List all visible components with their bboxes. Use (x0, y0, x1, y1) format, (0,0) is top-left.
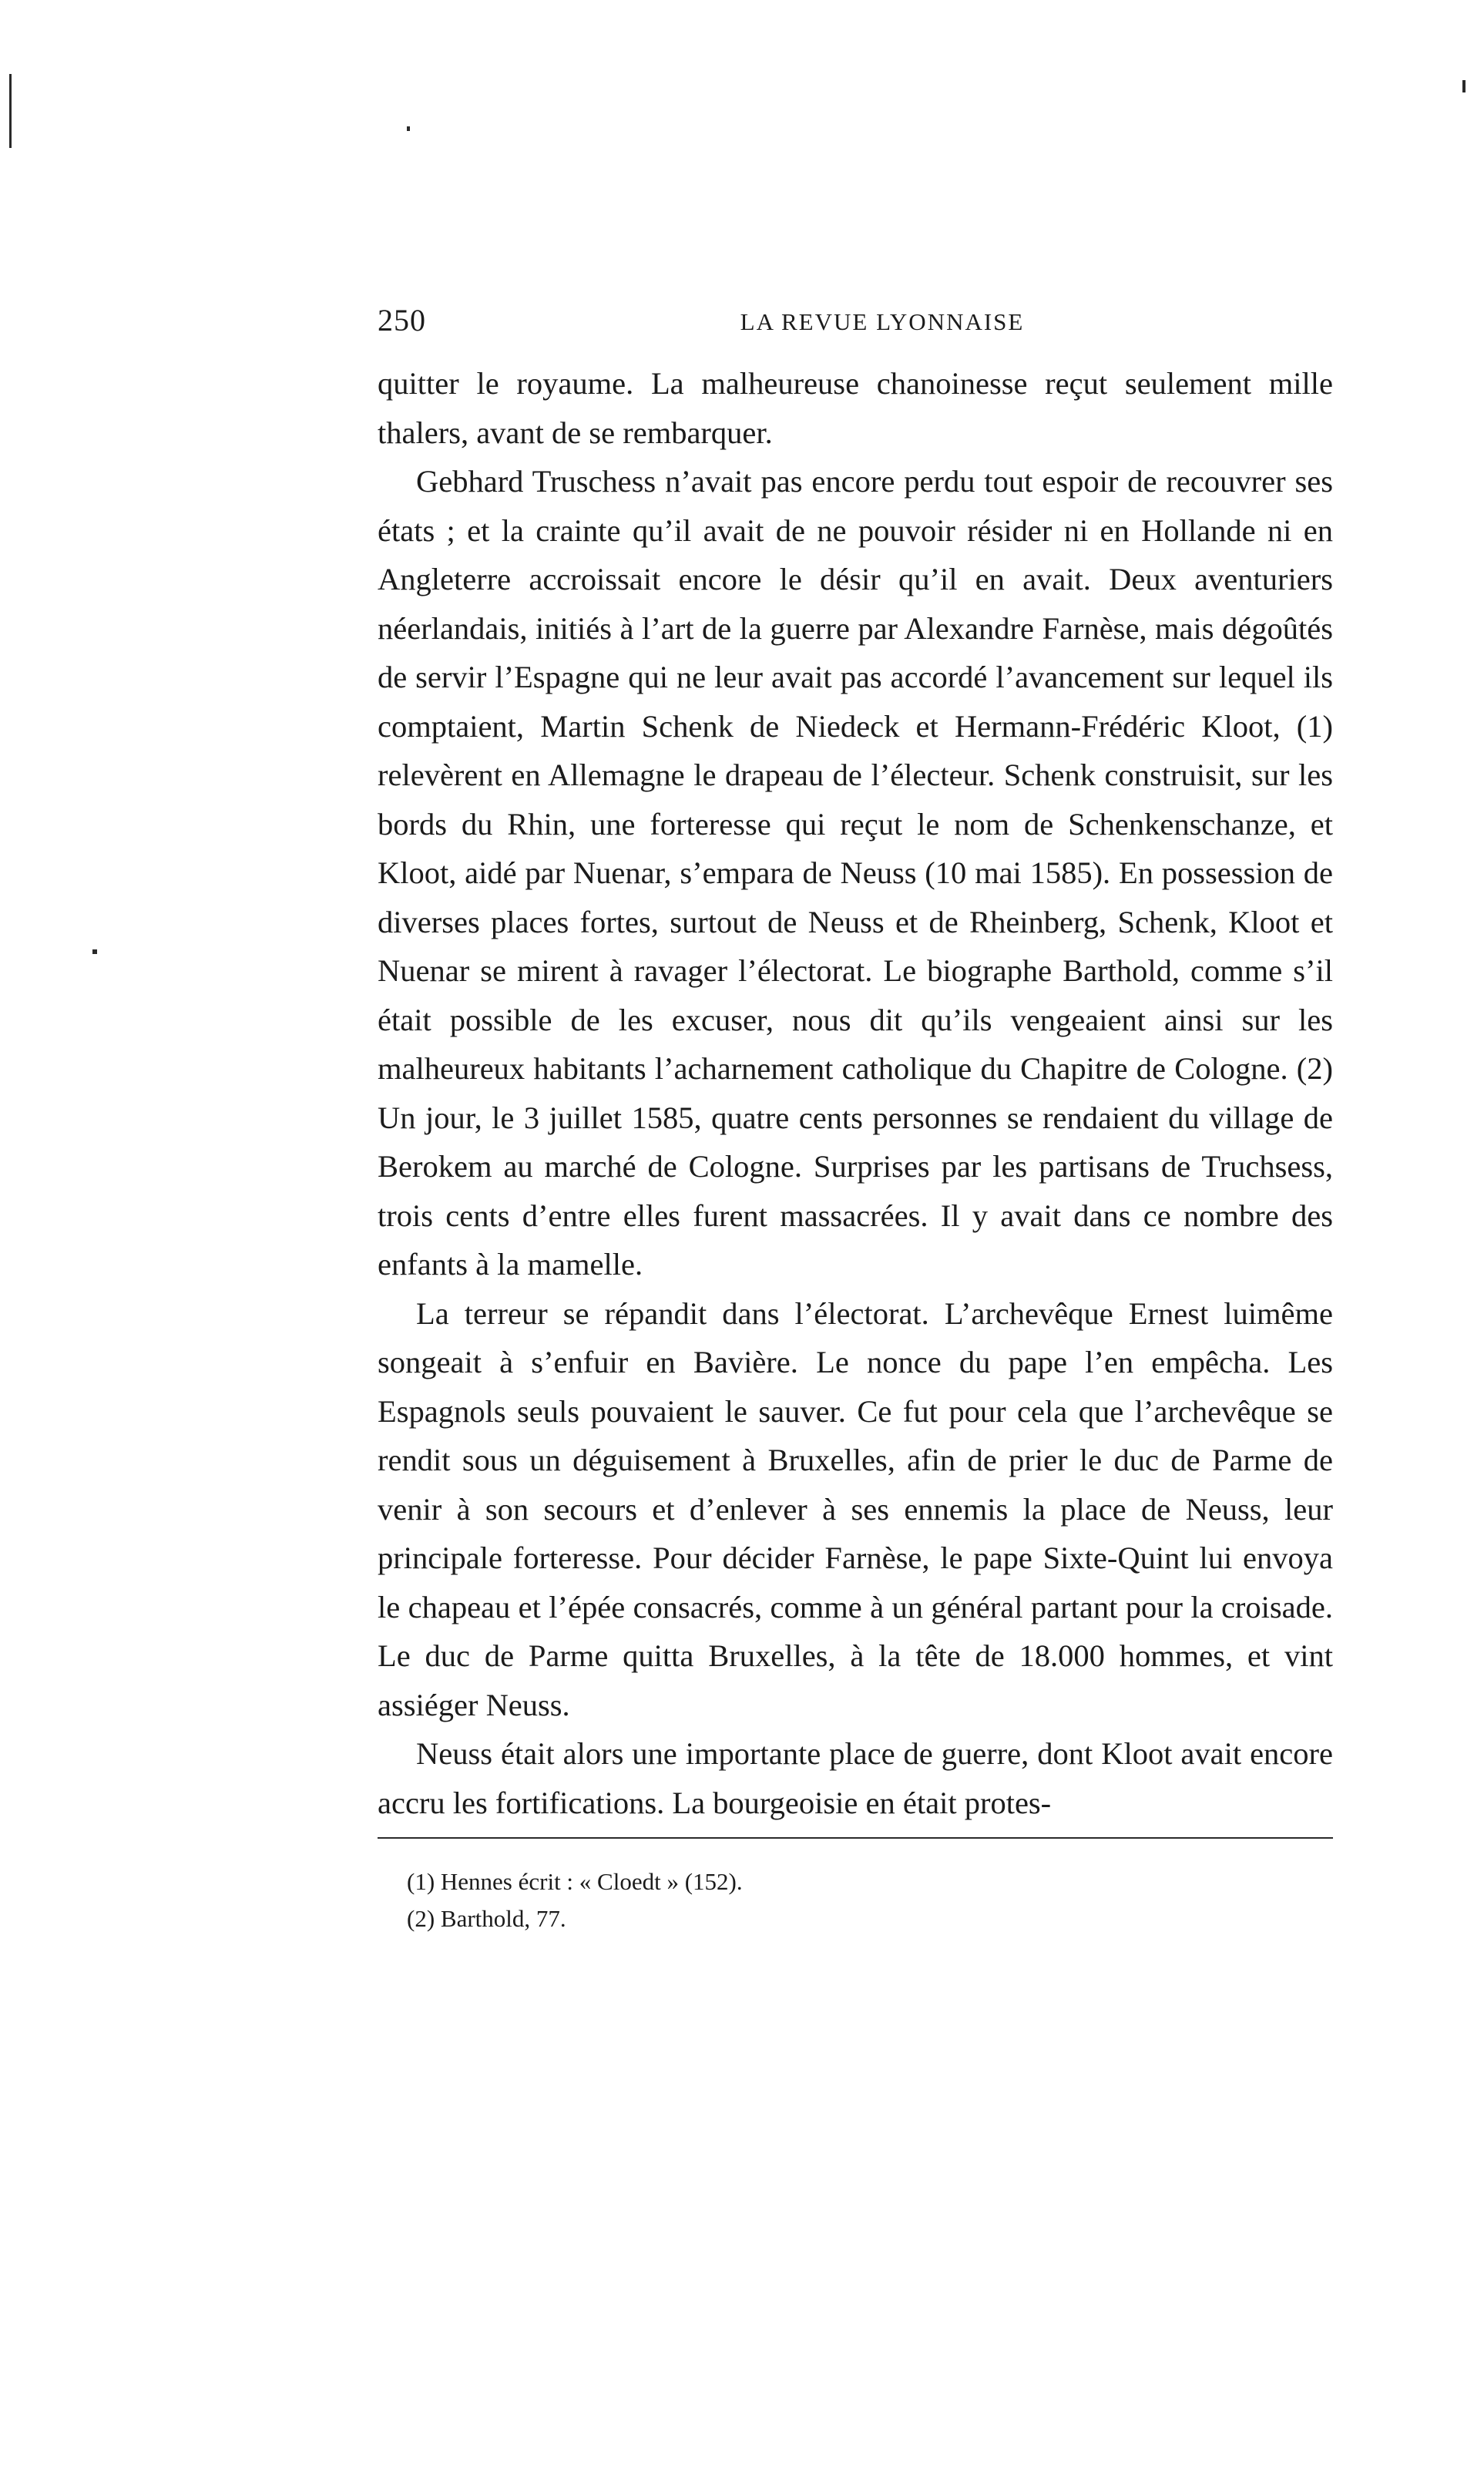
paragraph: Neuss était alors une importante place de guerre, dont Kloot avait encore accru les fortifications. La bourgeoisie en était protes- (378, 1736, 1333, 1820)
scan-speck (1462, 80, 1466, 92)
paragraph: La terreur se répandit dans l’électorat. L’archevêque Ernest luimême songeait à s’enfuir en Bavière. Le nonce du pape l’en empêcha. Les Espagnols seuls pouvaient le sauver. Ce fut pour cela que l’archevêque se rendit sous un déguisement à Bruxelles, afin de prier le duc de Parme de venir à son secours et d’enlever à ses ennemis la place de Neuss, leur principale forteresse. Pour décider Farnèse, le pape Sixte-Quint lui envoya le chapeau et l’épée consacrés, comme à un général partant pour la croisade. Le duc de Parme quitta Bruxelles, à la tête de 18.000 hommes, et vint assiéger Neuss. (378, 1295, 1333, 1722)
running-head (378, 301, 1333, 347)
footnote: (2) Barthold, 77. (407, 1905, 566, 1932)
footnotes (407, 1863, 1331, 1937)
scan-speck (92, 949, 97, 954)
footnote-divider (378, 1837, 1333, 1839)
scan-speck (407, 126, 410, 131)
page-number: 250 (378, 303, 426, 338)
body-text (378, 359, 1333, 1827)
paragraph: Gebhard Truschess n’avait pas encore perdu tout espoir de recouvrer ses états ; et la crainte qu’il avait de ne pouvoir résider ni en Hollande ni en Angleterre accroissait encore le désir qu’il en avait. Deux aventuriers néerlandais, initiés à l’art de la guerre par Alexandre Farnèse, mais dégoûtés de servir l’Espagne qui ne leur avait pas accordé l’avancement sur lequel ils comptaient, Martin Schenk de Niedeck et Hermann-Frédéric Kloot, (1) relevèrent en Allemagne le drapeau de l’électeur. Schenk construisit, sur les bords du Rhin, une forteresse qui reçut le nom de Schenkenschanze, et Kloot, aidé par Nuenar, s’empara de Neuss (10 mai 1585). En possession de diverses places fortes, surtout de Neuss et de Rheinberg, Schenk, Kloot et Nuenar se mirent à ravager l’électorat. Le biographe Barthold, comme s’il était possible de les excuser, nous dit qu’ils vengeaient ainsi sur les malheureux habitants l’acharnement catholique du Chapitre de Cologne. (2) Un jour, le 3 juillet 1585, quatre cents personnes se rendaient du village de Berokem au marché de Cologne. Surprises par les partisans de Truchsess, trois cents d’entre elles furent massacrées. Il y avait dans ce nombre des enfants à la mamelle. (378, 464, 1333, 1282)
paragraph: quitter le royaume. La malheureuse chanoinesse reçut seulement mille thalers, avant de se rembarquer. (378, 366, 1333, 450)
journal-title: LA REVUE LYONNAISE (740, 308, 1025, 335)
footnote: (1) Hennes écrit : « Cloedt » (152). (407, 1868, 743, 1895)
scan-edge-mark (9, 74, 12, 148)
